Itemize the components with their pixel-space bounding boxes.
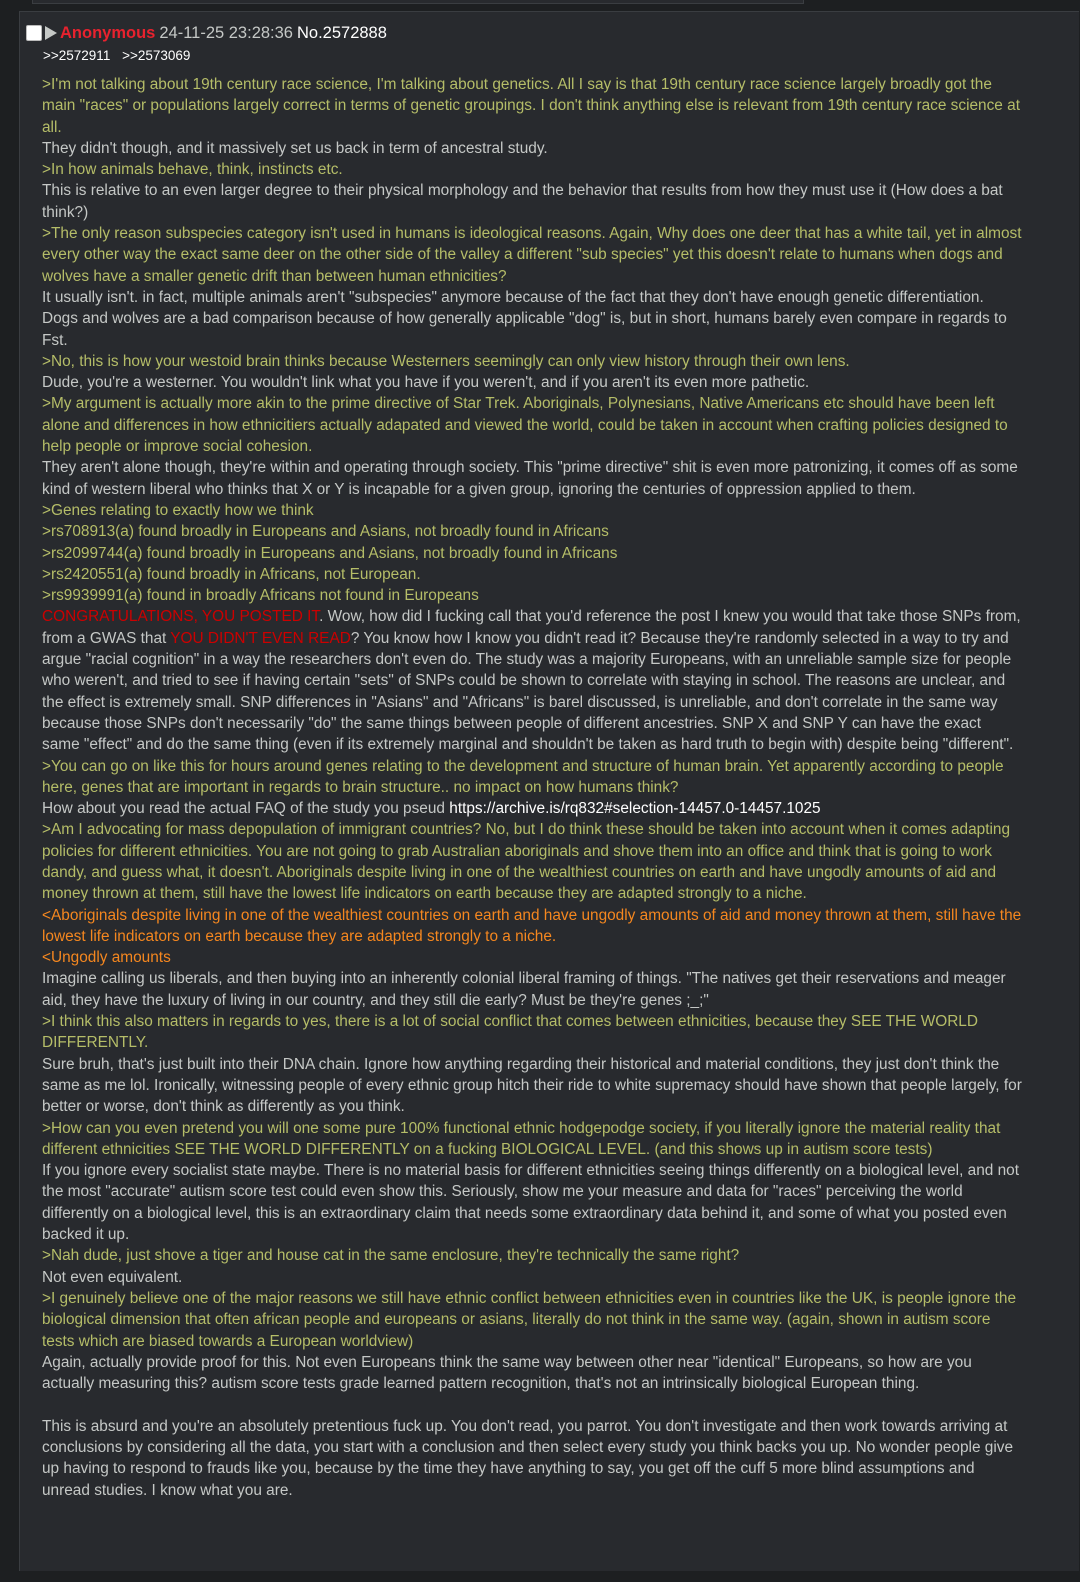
greentext-line <box>42 585 1022 606</box>
orangetext-line <box>42 905 1022 948</box>
text: . Wow, how did I fucking call that you'd reference the post I knew you would that take those SNPs from, from a GWAS that <box>42 608 1021 647</box>
greentext: >rs2099744(a) found broadly in Europeans and Asians, not broadly found in Africans <box>42 544 618 562</box>
red-spoiler-text: YOU DIDN'T EVEN READ <box>170 629 351 647</box>
backlinks <box>43 48 198 63</box>
post-info <box>26 22 387 44</box>
greentext-line <box>42 393 1022 457</box>
text: Again, actually provide proof for this. Not even Europeans think the same way between other near "identical" Europeans, so how are you actually measuring this? autism score tests grade learned pattern recognition, that's not an intrinsically biological European thing. <box>42 1353 972 1393</box>
greentext-line <box>42 756 1022 799</box>
text-line <box>42 287 1022 351</box>
post-datetime: 24-11-25 23:28:36 <box>159 23 293 42</box>
post-select-checkbox[interactable] <box>26 25 42 41</box>
greentext: >You can go on like this for hours around genes relating to the development and structure of human brain. Yet apparently according to people here, genes that are important in regards to brain structure.. no impact on how humans think? <box>42 757 1004 796</box>
text-line <box>42 798 1022 819</box>
text: They aren't alone though, they're within and operating through society. This "prime directive" shit is even more patronizing, it comes off as some kind of western liberal who thinks that X or Y is incapable for a given group, ignoring the centuries of oppression applied to them. <box>42 459 1018 498</box>
text: Imagine calling us liberals, and then buying into an inherently colonial liberal framing of things. "The natives get their reservations and meager aid, they have the luxury of living in our country, and they still die early? Must be they're genes ;_;" <box>42 970 1006 1009</box>
greentext: >Am I advocating for mass depopulation of immigrant countries? No, but I do think these should be taken into account when it comes adapting policies for different ethnicities. You are not going to grab Australian aboriginals and shove them into an office and think that is going to work dandy, and guess what, it doesn't. Aboriginals despite living in one of the wealthiest countries on earth and have ungodly amounts of aid and money thrown at them, still have the lowest life indicators on earth because they are adapted strongly to a niche. <box>42 821 1011 903</box>
greentext-line <box>42 1118 1022 1161</box>
greentext-line <box>42 223 1022 287</box>
greentext-line <box>42 1011 1022 1054</box>
greentext: >The only reason subspecies category isn't used in humans is ideological reasons. Again, Why does one deer that has a white tail, yet in almost every other way the exact same deer on the other side of the valley a different "sub species" yet this doesn't relate to humans when dogs and wolves have a smaller genetic drift than between human ethnicities? <box>42 225 1022 285</box>
text: Sure bruh, that's just built into their DNA chain. Ignore how anything regarding their historical and material conditions, they just don't think the same as me lol. Ironically, witnessing people of every ethnic group hitch their ride to white supremacy should have shown that people largely, for better or worse, don't think as differently as you think. <box>42 1055 1022 1116</box>
orangetext-line <box>42 947 1022 968</box>
text-line <box>42 1267 1022 1288</box>
greentext: >Genes relating to exactly how we think <box>42 501 314 519</box>
greentext-line <box>42 819 1022 904</box>
text: If you ignore every socialist state maybe. There is no material basis for different ethnicities seeing things differently on a biological level, and not the most "accurate" autism score test could even show this. Seriously, show me your measure and data for "races" perceiving the world differently on a biological level, this is an extraordinary claim that needs some extraordinary data behind it, and some of what you posted even backed it up. <box>42 1162 1019 1244</box>
greentext: >rs2420551(a) found broadly in Africans, not European. <box>42 565 421 583</box>
greentext-line <box>42 500 1022 521</box>
text: Dude, you're a westerner. You wouldn't link what you have if you weren't, and if you aren't its even more pathetic. <box>42 374 810 392</box>
previous-post-edge <box>32 0 804 4</box>
red-spoiler-text: CONGRATULATIONS, YOU POSTED IT <box>42 608 320 626</box>
greentext: >rs708913(a) found broadly in Europeans and Asians, not broadly found in Africans <box>42 523 609 541</box>
text-line <box>42 606 1022 755</box>
text-line <box>42 1352 1022 1395</box>
greentext: >Nah dude, just shove a tiger and house cat in the same enclosure, they're technically the same right? <box>42 1247 740 1265</box>
greentext-line <box>42 1245 1022 1266</box>
poster-name: Anonymous <box>60 23 156 42</box>
post-number-link[interactable]: No.2572888 <box>296 23 387 42</box>
text: Not even equivalent. <box>42 1268 183 1286</box>
greentext: >No, this is how your westoid brain thinks because Westerners seemingly can only view history through their own lens. <box>42 352 850 370</box>
greentext: >I'm not talking about 19th century race science, I'm talking about genetics. All I say is that 19th century race science largely broadly got the main "races" or populations largely correct in terms of genetic groupings. I don't think anything else is relevant from 19th century race science at all. <box>42 76 1020 136</box>
text: This is absurd and you're an absolutely pretentious fuck up. You don't read, you parrot. You don't investigate and then work towards arriving at conclusions by considering all the data, you start with a conclusion and then select every study you think backs you up. No wonder people give up having to respond to frauds like you, because by the time they have anything to say, you get off the cuff 5 more blind assumptions and unread studies. I know what you are. <box>42 1417 1014 1499</box>
text: It usually isn't. in fact, multiple animals aren't "subspecies" anymore because of the fact that they don't have enough genetic differentiation. Dogs and wolves are a bad comparison because of how generally applicable "dog" is, but in short, humans barely even compare in regards to Fst. <box>42 288 1007 349</box>
text-line <box>42 372 1022 393</box>
reply-post <box>19 11 1079 1571</box>
blank-line <box>42 1394 1022 1415</box>
text-line <box>42 457 1022 500</box>
orangetext: <Ungodly amounts <box>42 949 171 967</box>
greentext: >In how animals behave, think, instincts etc. <box>42 161 343 179</box>
greentext: >I genuinely believe one of the major reasons we still have ethnic conflict between ethnicities even in countries like the UK, is people ignore the biological dimension that often african people and europeans or asians, literally do not think in the same way. (again, shown in autism score tests which are biased towards a European worldview) <box>42 1289 1017 1350</box>
text: How about you read the actual FAQ of the study you pseud <box>42 800 450 818</box>
greentext-line <box>42 543 1022 564</box>
greentext-line <box>42 521 1022 542</box>
text: This is relative to an even larger degree to their physical morphology and the behavior that results from how they must use it (How does a bat think?) <box>42 182 1003 221</box>
greentext-line <box>42 351 1022 372</box>
text-line <box>42 1054 1022 1118</box>
greentext: >My argument is actually more akin to the prime directive of Star Trek. Aboriginals, Polynesians, Native Americans etc should have been left alone and differences in how ethnicitiers actually adapated and viewed the world, could be taken in account when crafting policies designed to help people or improve social cohesion. <box>42 395 1008 456</box>
text-line <box>42 1160 1022 1245</box>
greentext: >rs9939991(a) found in broadly Africans not found in Europeans <box>42 587 479 605</box>
text-line <box>42 180 1022 223</box>
greentext-line <box>42 564 1022 585</box>
post-message <box>42 74 1022 1501</box>
text: They didn't though, and it massively set us back in term of ancestral study. <box>42 139 548 157</box>
text: ? You know how I know you didn't read it? Because they're randomly selected in a way to try and argue "racial cognition" in a way the researchers don't even do. The study was a majority Europeans, with an unreliable sample size for people who weren't, and tried to see if having certain "sets" of SNPs could be shown to correlate with staying in school. The reasons are unclear, and the effect is extremely small. SNP differences in "Asians" and "Africans" is barel discussed, is unreliable, and don't correlate in the same way because those SNPs don't necessarily "do" the same things between people of different ancestries. SNP X and SNP Y can have the exact same "effect" and do the same thing (even if its extremely marginal and shouldn't be taken as hard truth to begin with) despite being "different". <box>42 629 1014 754</box>
greentext: >I think this also matters in regards to yes, there is a lot of social conflict that comes between ethnicities, because they SEE THE WORLD DIFFERENTLY. <box>42 1013 978 1052</box>
greentext-line <box>42 1288 1022 1352</box>
greentext: >How can you even pretend you will one some pure 100% functional ethnic hodgepodge society, if you literally ignore the material reality that different ethnicities SEE THE WORLD DIFFERENTLY on a fucking BIOLOGICAL LEVEL. (and this shows up in autism score tests) <box>42 1119 1001 1158</box>
expand-arrow-icon[interactable] <box>45 26 57 40</box>
text-line <box>42 968 1022 1011</box>
text-line <box>42 138 1022 159</box>
greentext-line <box>42 159 1022 180</box>
archive-link[interactable]: https://archive.is/rq832#selection-14457.0-14457.1025 <box>449 800 821 818</box>
orangetext: <Aboriginals despite living in one of the wealthiest countries on earth and have ungodly amounts of aid and money thrown at them, still have the lowest life indicators on earth because they are adapted strongly to a niche. <box>42 906 1022 945</box>
text-line <box>42 1416 1022 1501</box>
backlink[interactable]: >>2572911 <box>43 48 111 63</box>
greentext-line <box>42 74 1022 138</box>
backlink[interactable]: >>2573069 <box>122 48 191 63</box>
